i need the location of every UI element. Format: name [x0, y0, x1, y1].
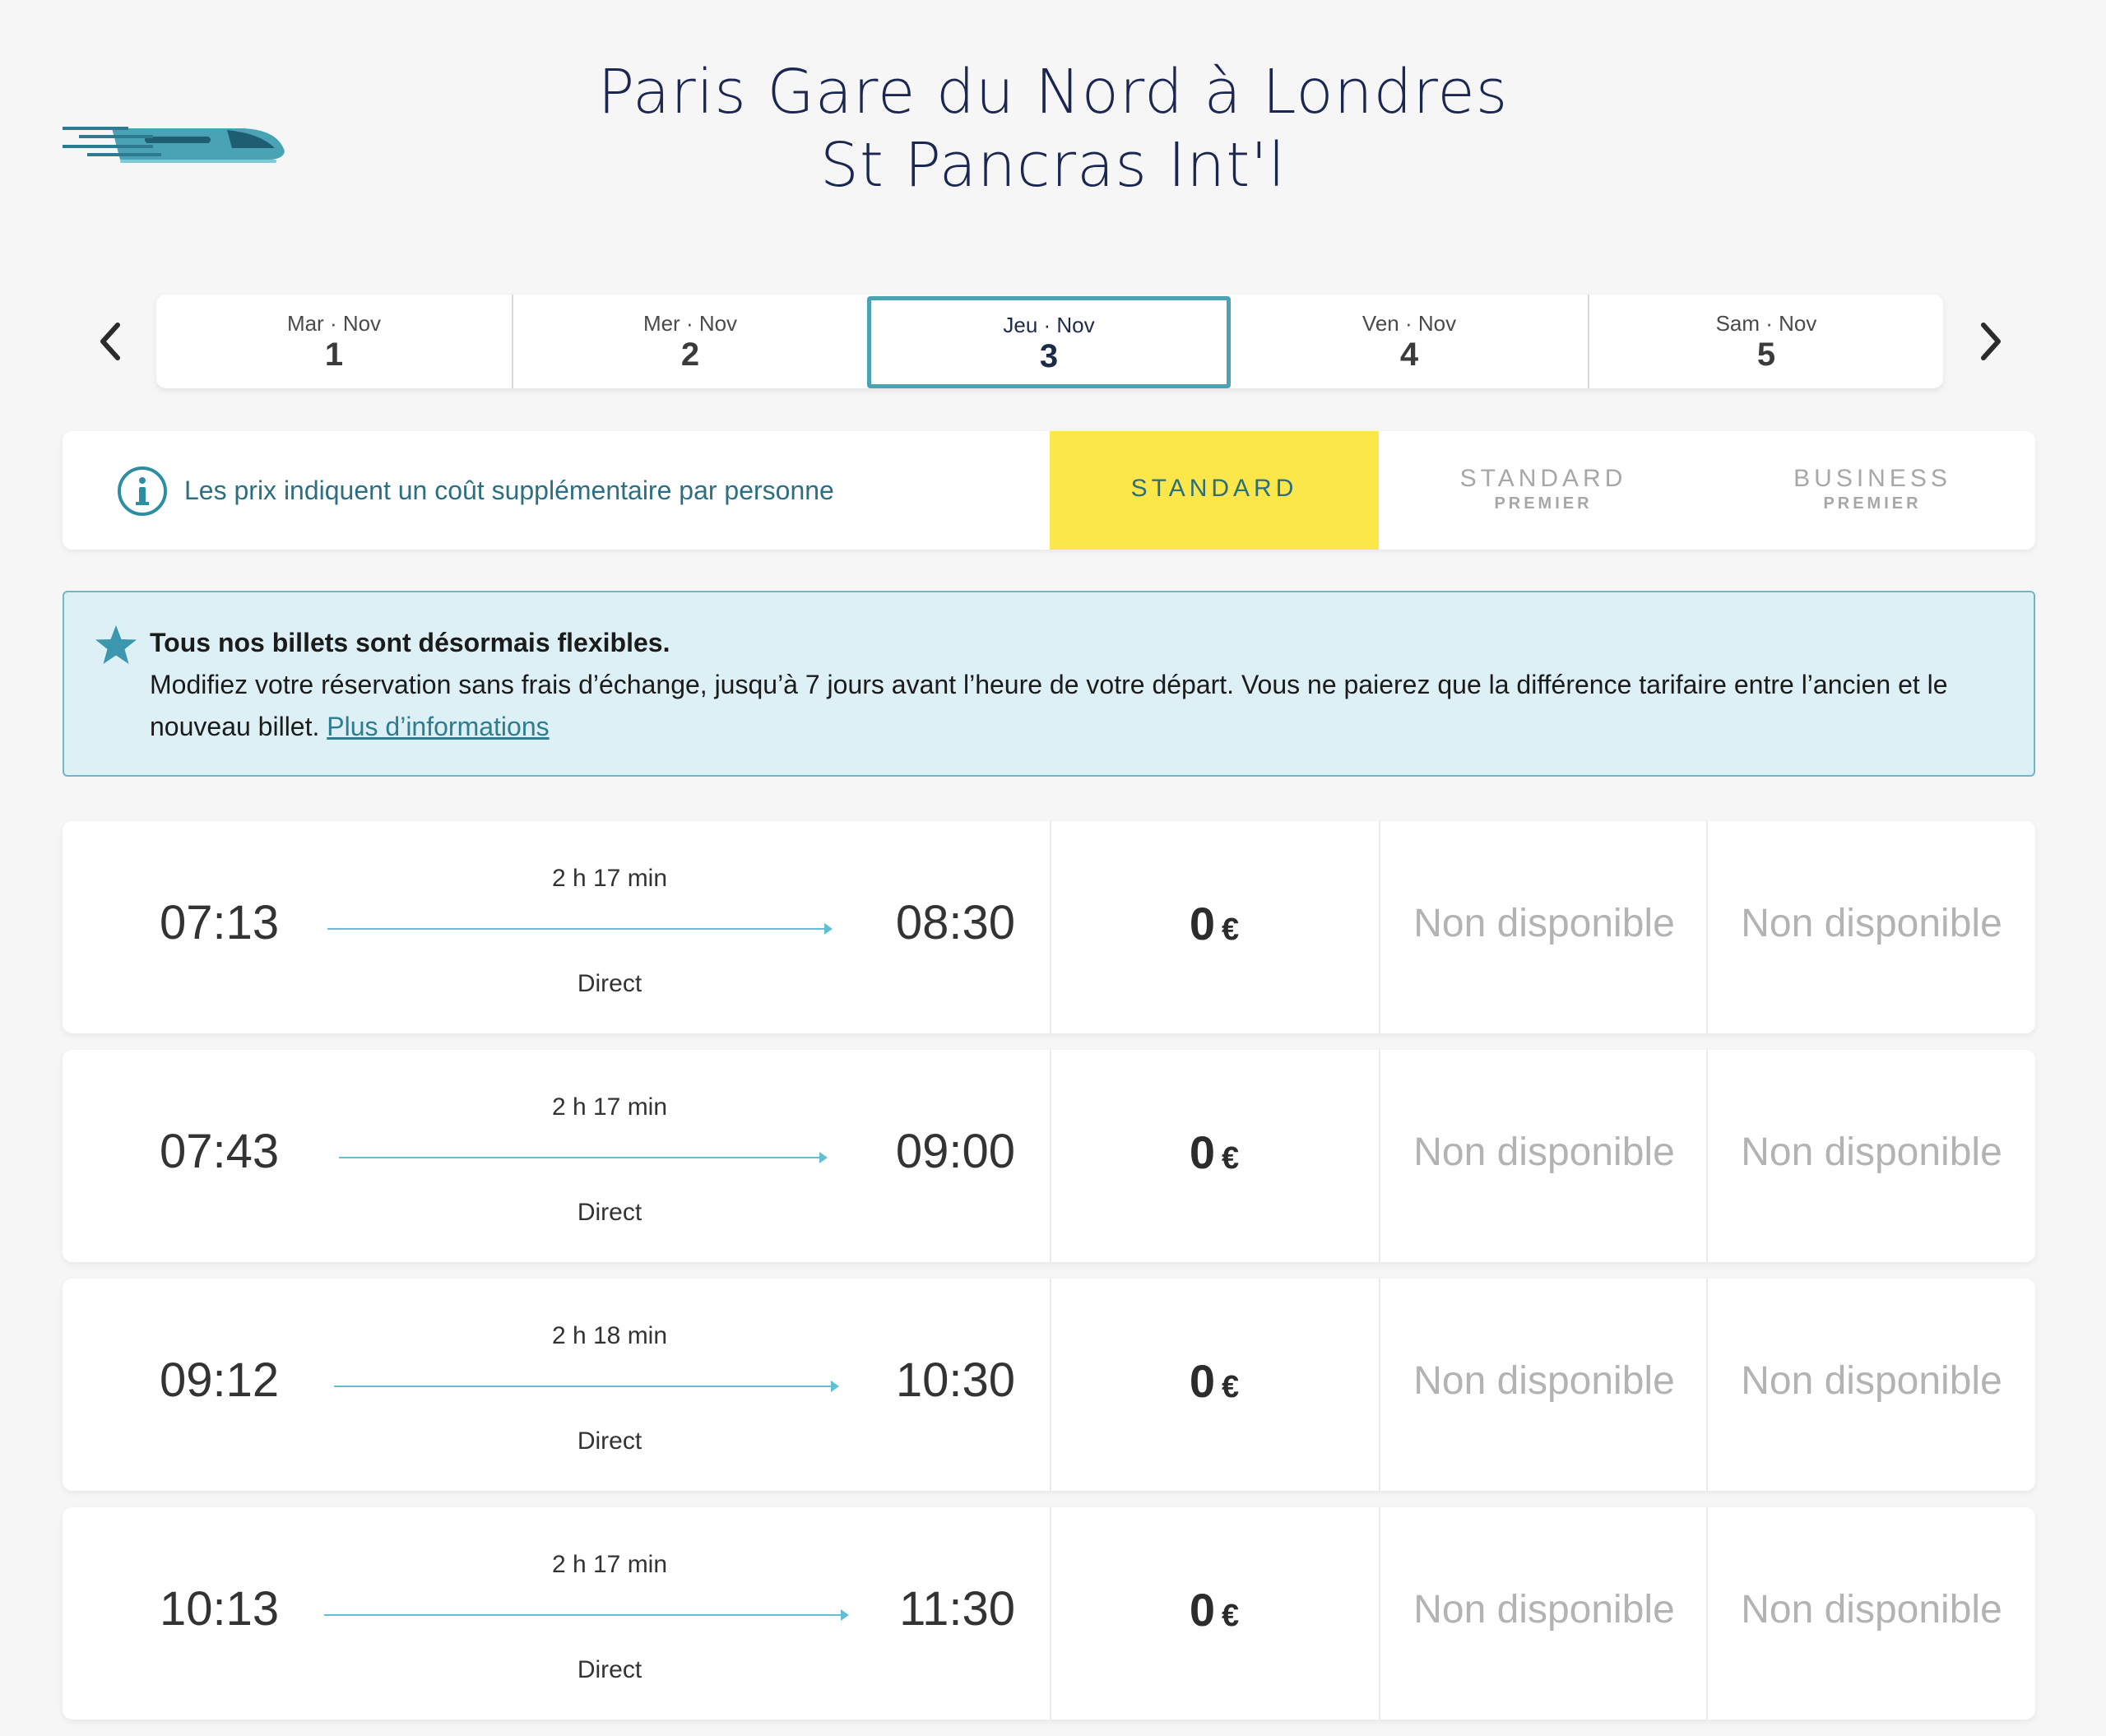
- standard-price[interactable]: [1050, 897, 1379, 950]
- date-label: Mer · Nov: [642, 311, 738, 336]
- standard-price[interactable]: [1050, 1354, 1379, 1408]
- notice-text: Modifiez votre réservation sans frais d’échange, jusqu’à 7 jours avant l’heure de votre départ. Vous ne paierez que la différence tarifaire entre l’ancien et le nouveau billet.: [150, 670, 1948, 741]
- currency: €: [1222, 1599, 1240, 1633]
- title-line-2: St Pancras Int'l: [819, 130, 1287, 201]
- departure-time: 09:12: [160, 1353, 280, 1407]
- standard-price[interactable]: [1050, 1583, 1379, 1636]
- class-sub: PREMIER: [1823, 494, 1922, 513]
- class-name: BUSINESS: [1793, 465, 1951, 492]
- departure-time: 07:13: [160, 896, 280, 949]
- journey-row[interactable]: [63, 1279, 2035, 1491]
- flexible-tickets-notice: [63, 591, 2035, 777]
- title-line-1: Paris Gare du Nord à Londres: [597, 57, 1509, 128]
- departure-time: 10:13: [160, 1582, 280, 1636]
- business-premier-unavailable: Non disponible: [1741, 1588, 2002, 1632]
- journey-line: [324, 1614, 847, 1616]
- date-label: Mar · Nov: [286, 311, 382, 336]
- next-date-button[interactable]: [1966, 317, 2016, 366]
- notice-body: [150, 622, 2042, 748]
- class-name: STANDARD: [1459, 465, 1627, 492]
- chevron-right-icon: [1978, 322, 2003, 361]
- stops: Direct: [577, 1199, 642, 1226]
- previous-date-button[interactable]: [86, 317, 135, 366]
- date-day: 2: [680, 337, 700, 373]
- currency: €: [1222, 1141, 1240, 1176]
- duration: 2 h 17 min: [551, 1551, 668, 1578]
- price-info-text: Les prix indiquent un coût supplémentaire par personne: [184, 476, 834, 505]
- date-day: 4: [1399, 337, 1419, 373]
- date-label: Ven · Nov: [1361, 311, 1457, 336]
- currency: €: [1222, 912, 1240, 947]
- date-tab-5[interactable]: [1588, 295, 1943, 388]
- date-day: 1: [324, 337, 344, 373]
- standard-premier-unavailable: Non disponible: [1413, 1359, 1675, 1403]
- stops: Direct: [577, 1656, 642, 1683]
- business-premier-unavailable: Non disponible: [1741, 1359, 2002, 1403]
- business-premier-unavailable: Non disponible: [1741, 902, 2002, 945]
- class-name: STANDARD: [1130, 475, 1298, 502]
- date-selector: [156, 295, 1943, 388]
- class-tab-business-premier[interactable]: [1708, 431, 2035, 550]
- arrival-time: 08:30: [895, 896, 1015, 949]
- standard-premier-unavailable: Non disponible: [1413, 902, 1675, 945]
- journey-row[interactable]: [63, 821, 2035, 1033]
- date-label: Jeu · Nov: [1003, 313, 1095, 337]
- journey-row[interactable]: [63, 1507, 2035, 1720]
- departure-time: 07:43: [160, 1125, 280, 1178]
- journey-row[interactable]: [63, 1050, 2035, 1262]
- currency: €: [1222, 1370, 1240, 1404]
- standard-premier-unavailable: Non disponible: [1413, 1588, 1675, 1632]
- price-amount: 0: [1189, 898, 1215, 949]
- standard-price[interactable]: [1050, 1126, 1379, 1179]
- arrival-time: 09:00: [895, 1125, 1015, 1178]
- business-premier-unavailable: Non disponible: [1741, 1130, 2002, 1174]
- class-selector-bar: [63, 431, 2035, 550]
- more-info-link[interactable]: Plus d’informations: [327, 712, 550, 741]
- arrival-time: 10:30: [895, 1353, 1015, 1407]
- price-amount: 0: [1189, 1126, 1215, 1178]
- journey-line: [334, 1386, 837, 1387]
- date-day: 3: [1039, 338, 1059, 374]
- chevron-left-icon: [98, 322, 123, 361]
- duration: 2 h 17 min: [551, 865, 668, 892]
- stops: Direct: [577, 1427, 642, 1455]
- stops: Direct: [577, 970, 642, 997]
- price-amount: 0: [1189, 1355, 1215, 1407]
- class-sub: PREMIER: [1494, 494, 1593, 513]
- arrival-time: 11:30: [899, 1582, 1015, 1636]
- date-day: 5: [1756, 337, 1776, 373]
- date-tab-3-selected[interactable]: [867, 296, 1231, 388]
- date-label: Sam · Nov: [1715, 311, 1817, 336]
- duration: 2 h 17 min: [551, 1093, 668, 1121]
- date-tab-4[interactable]: [1231, 295, 1588, 388]
- journey-line: [327, 928, 831, 930]
- star-icon: [94, 624, 138, 666]
- journey-line: [339, 1157, 826, 1158]
- date-tab-1[interactable]: [156, 295, 512, 388]
- class-tab-standard[interactable]: [1050, 431, 1379, 550]
- standard-premier-unavailable: Non disponible: [1413, 1130, 1675, 1174]
- class-tab-standard-premier[interactable]: [1379, 431, 1708, 550]
- page-title: [0, 56, 2106, 202]
- notice-title: Tous nos billets sont désormais flexibles.: [150, 628, 670, 657]
- info-icon: [117, 466, 168, 517]
- duration: 2 h 18 min: [551, 1322, 668, 1349]
- price-amount: 0: [1189, 1584, 1215, 1636]
- date-tab-2[interactable]: [512, 295, 867, 388]
